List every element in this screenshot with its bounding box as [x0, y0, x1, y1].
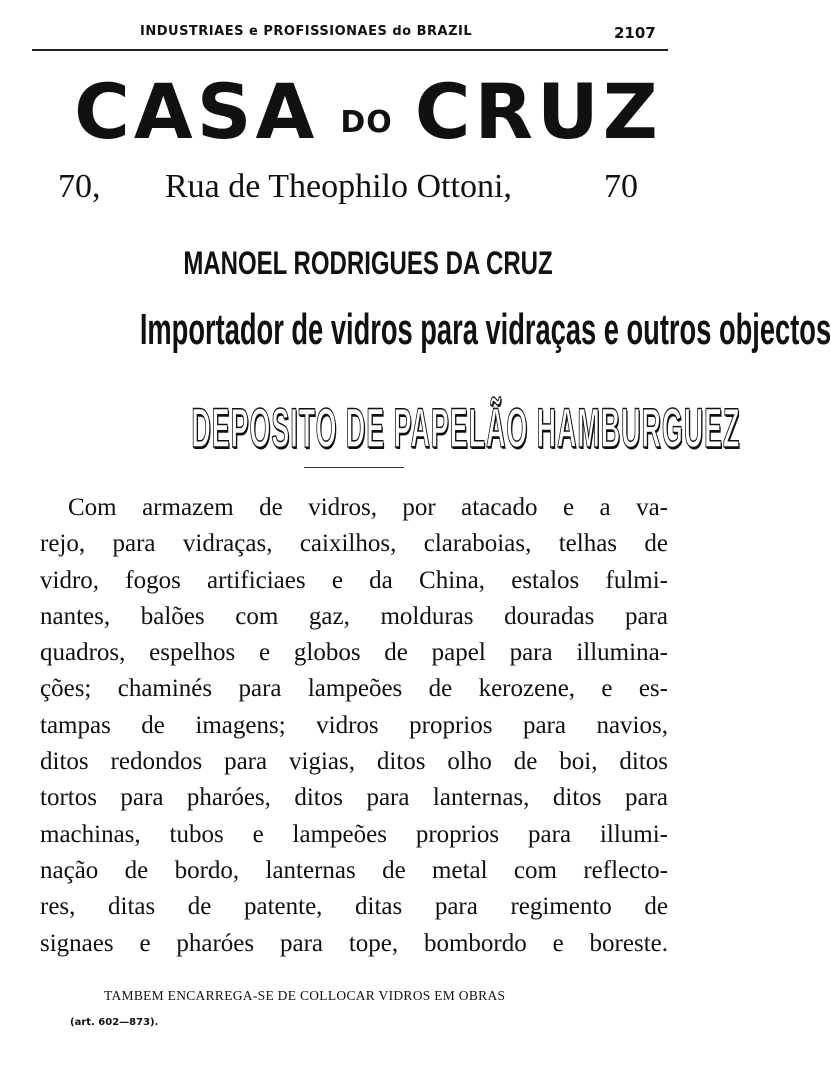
- trade-description: Importador de vidros para vidraças e outros objectos: [139, 305, 831, 354]
- body-line: res, ditas de patente, ditas para regimento de: [40, 893, 668, 921]
- footer-note: TAMBEM ENCARREGA-SE DE COLLOCAR VIDROS EM OBRAS: [104, 988, 506, 1003]
- body-line: signaes e pharóes para tope, bombordo e boreste.: [40, 929, 668, 957]
- body-line: ditos redondos para vigias, ditos olho de boi, ditos: [40, 748, 668, 776]
- shop-name: [0, 67, 736, 156]
- page-number: 2107: [614, 24, 656, 42]
- body-line: vidro, fogos artificiaes e da China, estalos fulmi-: [40, 566, 668, 594]
- body-line: tortos para pharóes, ditos para lanternas, ditos para: [40, 784, 668, 812]
- deposit-rule: [304, 467, 404, 468]
- address-number-right: 70: [604, 168, 638, 205]
- body-line: quadros, espelhos e globos de papel para illumina-: [40, 639, 668, 667]
- deposit-heading: DEPOSITO DE PAPELÃO HAMBURGUEZ: [191, 396, 741, 459]
- body-line: Com armazem de vidros, por atacado e a va-: [68, 494, 668, 521]
- body-line: nação de bordo, lanternas de metal com reflecto-: [40, 856, 668, 884]
- address-number-left: 70,: [58, 168, 101, 205]
- article-reference: (art. 602—873).: [70, 1017, 159, 1028]
- owner-name: MANOEL RODRIGUES DA CRUZ: [183, 245, 553, 281]
- shop-name-right: CRUZ: [414, 67, 662, 156]
- body-line: nantes, balões com gaz, molduras douradas para: [40, 602, 668, 630]
- shop-name-left: CASA: [74, 67, 319, 156]
- body-text: [40, 490, 668, 962]
- body-line: ções; chaminés para lampeões de kerozene, e es-: [40, 675, 668, 703]
- header-rule: [32, 49, 668, 51]
- body-line: tampas de imagens; vidros proprios para navios,: [40, 711, 668, 739]
- running-header-title: INDUSTRIAES e PROFISSIONAES do BRAZIL: [140, 24, 473, 39]
- body-line: machinas, tubos e lampeões proprios para illumi-: [40, 820, 668, 848]
- shop-name-middle: DO: [340, 105, 393, 140]
- body-line: rejo, para vidraças, caixilhos, claraboias, telhas de: [40, 530, 668, 558]
- address-street: Rua de Theophilo Ottoni,: [165, 168, 512, 205]
